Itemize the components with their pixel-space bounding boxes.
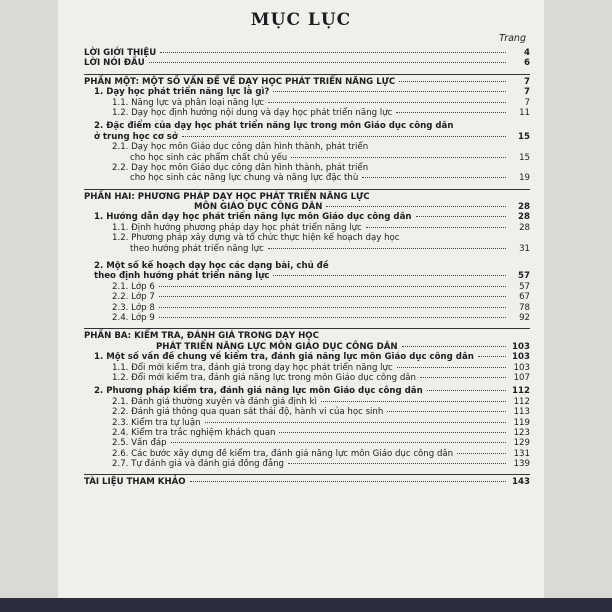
toc-subsection: 1.2. Dạy học định hướng nội dung và dạy học phát triển năng lực 11 (112, 107, 530, 118)
toc-subsection: 2.4. Lớp 9 92 (112, 312, 530, 323)
section-divider (84, 189, 530, 190)
toc-section: 2. Phương pháp kiểm tra, đánh giá năng lực môn Giáo dục công dân 112 (94, 386, 530, 397)
toc-subsection: 2.6. Các bước xây dựng đề kiểm tra, đánh giá năng lực môn Giáo dục công dân 131 (112, 448, 530, 459)
toc-subsection: 1.1. Đổi mới kiểm tra, đánh giá trong dạy học phát triển năng lực 103 (112, 362, 530, 373)
toc-subsection: 2.5. Vấn đáp 129 (112, 438, 530, 449)
toc-section-cont: theo định hướng phát triển năng lực 57 (94, 271, 530, 282)
toc-subsection: 2.4. Kiểm tra trắc nghiệm khách quan 123 (112, 427, 530, 438)
book-page (58, 0, 544, 612)
toc-subsection: 2.1. Đánh giá thường xuyên và đánh giá định kì 112 (112, 396, 530, 407)
section-divider (84, 74, 530, 75)
toc-section: 1. Một số vấn đề chung về kiểm tra, đánh giá năng lực môn Giáo dục công dân 103 (94, 352, 530, 363)
toc-subsection: 2.2. Dạy học môn Giáo dục công dân hình thành, phát triển (112, 162, 369, 173)
toc-entry: LỜI GIỚI THIỆU 4 (84, 48, 530, 58)
toc-subsection: 2.3. Kiểm tra tự luận 119 (112, 417, 530, 428)
toc-subsection: 2.3. Lớp 8 78 (112, 302, 530, 313)
toc-subsection-cont: theo hướng phát triển năng lực 31 (130, 243, 530, 254)
toc-subsection: 2.2. Đánh giá thông qua quan sát thái độ, hành vi của học sinh 113 (112, 407, 530, 418)
page-column-label: Trang (499, 33, 526, 44)
toc-subsection: 2.1. Dạy học môn Giáo dục công dân hình thành, phát triển (112, 142, 369, 153)
page-title: MỤC LỤC (250, 10, 352, 30)
toc-section: 2. Đặc điểm của dạy học phát triển năng lực trong môn Giáo dục công dân (94, 121, 454, 132)
toc-subsection-cont: cho học sinh các phẩm chất chủ yếu 15 (130, 152, 530, 163)
toc-subsection: 1.2. Đổi mới kiểm tra, đánh giá năng lực trong môn Giáo dục công dân 107 (112, 372, 530, 383)
toc-subsection: 1.2. Phương pháp xây dựng và tổ chức thực hiện kế hoạch dạy học (112, 233, 400, 244)
section-divider (84, 328, 530, 329)
toc-subsection: 2.7. Tự đánh giá và đánh giá đồng đẳng 139 (112, 459, 530, 470)
toc-subsection: 2.2. Lớp 7 67 (112, 292, 530, 303)
toc-part-heading-cont: PHÁT TRIỂN NĂNG LỰC MÔN GIÁO DỤC CÔNG DÂN 103 (156, 341, 530, 352)
toc-entry: LỜI NÓI ĐẦU 6 (84, 58, 530, 69)
section-divider (84, 474, 530, 475)
toc-subsection: 2.1. Lớp 6 57 (112, 281, 530, 292)
toc-subsection-cont: cho học sinh các năng lực chung và năng lực đặc thù 19 (130, 173, 530, 184)
toc-section: 2. Một số kế hoạch dạy học các dạng bài, chủ đề (94, 261, 329, 272)
toc-subsection: 1.1. Năng lực và phân loại năng lực 7 (112, 97, 530, 108)
toc-entry: TÀI LIỆU THAM KHẢO 143 (84, 477, 530, 488)
toc-part-heading: PHẦN BA: KIỂM TRA, ĐÁNH GIÁ TRONG DẠY HỌC (84, 331, 319, 342)
toc-part-heading: PHẦN MỘT: MỘT SỐ VẤN ĐỀ VỀ DẠY HỌC PHÁT TRIỂN NĂNG LỰC 7 (84, 76, 530, 87)
table-of-contents (84, 48, 530, 488)
background-surface (0, 598, 612, 612)
toc-subsection: 1.1. Định hướng phương pháp dạy học phát triển năng lực 28 (112, 222, 530, 233)
toc-part-heading-cont: MÔN GIÁO DỤC CÔNG DÂN 28 (194, 202, 530, 213)
toc-section: 1. Hướng dẫn dạy học phát triển năng lực môn Giáo dục công dân 28 (94, 212, 530, 223)
toc-section-cont: ở trung học cơ sở 15 (94, 131, 530, 142)
toc-section: 1. Dạy học phát triển năng lực là gì? 7 (94, 87, 530, 98)
toc-part-heading: PHẦN HAI: PHƯƠNG PHÁP DẠY HỌC PHÁT TRIỂN NĂNG LỰC (84, 191, 370, 202)
